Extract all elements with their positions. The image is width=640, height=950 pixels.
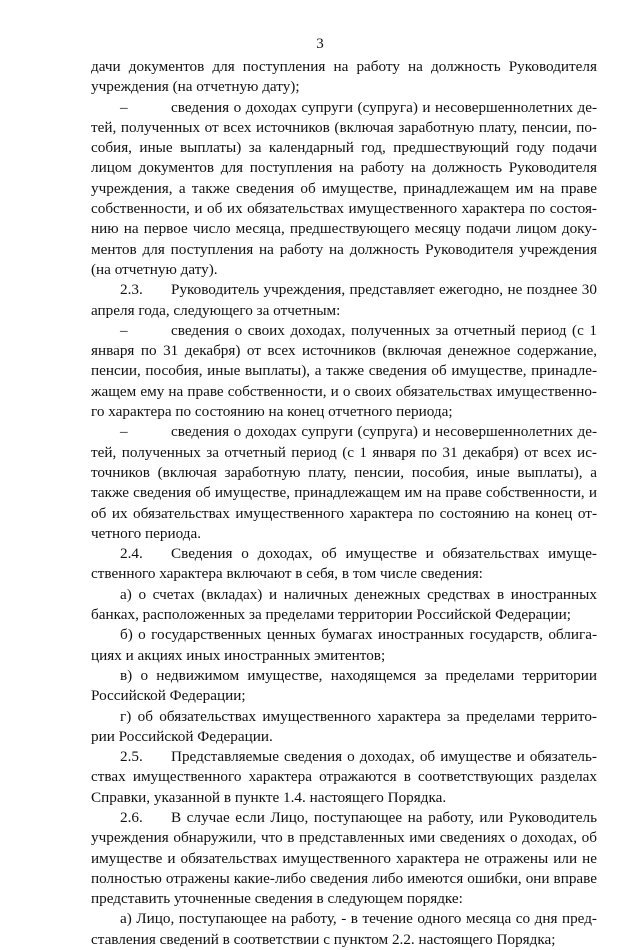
- text-line: циях и акциях иных иностранных эмитентов;: [91, 646, 386, 664]
- text-line: об их обязательствах имущественного характера по состоянию на конец от-: [91, 504, 597, 522]
- text-line: учреждения обнаружили, что в представленных ими сведениях о доходах, об: [91, 829, 597, 847]
- text-line: полностью отражены какие-либо сведения либо имеются ошибки, они вправе: [91, 869, 597, 887]
- text-line: лицом документов для поступления на работу на должность Руководителя: [91, 159, 597, 177]
- text-line: января по 31 декабря) от всех источников (включая денежное содержание,: [91, 342, 597, 360]
- text-line: (на отчетную дату).: [91, 260, 218, 278]
- text-line: [91, 544, 597, 564]
- line-text: сведения о доходах супруги (супруга) и несовершеннолетних де-: [171, 98, 597, 116]
- text-line: ственного характера включают в себя, в том числе сведения:: [91, 565, 483, 583]
- text-line: ставления сведений в соответствии с пунктом 2.2. настоящего Порядка;: [91, 930, 556, 948]
- list-dash: –: [120, 321, 128, 339]
- section-number: 2.3.: [120, 281, 143, 299]
- line-text: Руководитель учреждения, представляет ежегодно, не позднее 30: [171, 281, 597, 299]
- text-line: точников (включая заработную плату, пенсии, пособия, иные выплаты), а: [91, 463, 597, 481]
- text-line: апреля года, следующего за отчетным:: [91, 301, 341, 319]
- text-line: четного периода.: [91, 524, 201, 542]
- document-body: [91, 57, 597, 950]
- text-line: пенсии, пособия, иные выплаты), а также сведения об имуществе, принадле-: [91, 362, 597, 380]
- line-text: сведения о доходах супруги (супруга) и несовершеннолетних де-: [171, 423, 597, 441]
- list-dash: –: [120, 98, 128, 116]
- text-line: представить уточненные сведения в следующем порядке:: [91, 890, 463, 908]
- text-line: б) о государственных ценных бумагах иностранных государств, облига-: [120, 626, 597, 644]
- text-line: тей, полученных за отчетный период (с 1 января по 31 декабря) от всех ис-: [91, 443, 597, 461]
- text-line: ствах имущественного характера отражаются в соответствующих разделах: [91, 768, 597, 786]
- text-line: нию на первое число месяца, предшествующего месяцу подачи лицом доку-: [91, 220, 597, 238]
- text-line: [91, 321, 597, 341]
- line-text: В случае если Лицо, поступающее на работу, или Руководитель: [171, 808, 597, 826]
- list-dash: –: [120, 423, 128, 441]
- text-line: [91, 422, 597, 442]
- section-number: 2.6.: [120, 808, 143, 826]
- text-line: г) об обязательствах имущественного характера за пределами террито-: [120, 707, 597, 725]
- text-line: жащем ему на праве собственности, и о своих обязательствах имущественно-: [91, 382, 597, 400]
- text-line: Российской Федерации;: [91, 687, 246, 705]
- text-line: ментов для поступления на работу на должность Руководителя учреждения: [91, 240, 597, 258]
- text-line: собственности, и об их обязательствах имущественного характера по состоя-: [91, 200, 597, 218]
- text-line: дачи документов для поступления на работу на должность Руководителя: [91, 58, 597, 75]
- text-line: учреждения, а также сведения об имуществе, принадлежащем им на праве: [91, 179, 597, 197]
- text-line: [91, 280, 597, 300]
- text-line: рии Российской Федерации.: [91, 727, 273, 745]
- text-line: учреждения (на отчетную дату);: [91, 78, 300, 96]
- text-line: [91, 747, 597, 767]
- text-line: го характера по состоянию на конец отчетного периода;: [91, 403, 453, 421]
- text-line: собия, иные выплаты) за календарный год, предшествующий году подачи: [91, 139, 597, 157]
- text-line: Справки, указанной в пункте 1.4. настоящего Порядка.: [91, 788, 447, 806]
- line-text: сведения о своих доходах, полученных за отчетный период (с 1: [171, 321, 597, 339]
- text-line: банках, расположенных за пределами территории Российской Федерации;: [91, 606, 572, 624]
- text-line: также сведения об имуществе, принадлежащем им на праве собственности, и: [91, 484, 597, 502]
- line-text: Представляемые сведения о доходах, об имуществе и обязатель-: [171, 748, 597, 766]
- text-line: [91, 98, 597, 118]
- page-number: 3: [316, 36, 324, 52]
- text-line: в) о недвижимом имуществе, находящемся за пределами территории: [120, 666, 597, 684]
- text-line: а) о счетах (вкладах) и наличных денежных средствах в иностранных: [120, 585, 597, 603]
- section-number: 2.4.: [120, 545, 143, 563]
- line-text: Сведения о доходах, об имуществе и обязательствах имуще-: [171, 545, 597, 563]
- section-number: 2.5.: [120, 748, 143, 766]
- text-line: имуществе и обязательствах имущественного характера не отражены или не: [91, 849, 597, 867]
- text-line: а) Лицо, поступающее на работу, - в течение одного месяца со дня пред-: [120, 910, 597, 928]
- text-line: тей, полученных от всех источников (включая заработную плату, пенсии, по-: [91, 118, 597, 136]
- text-line: [91, 808, 597, 828]
